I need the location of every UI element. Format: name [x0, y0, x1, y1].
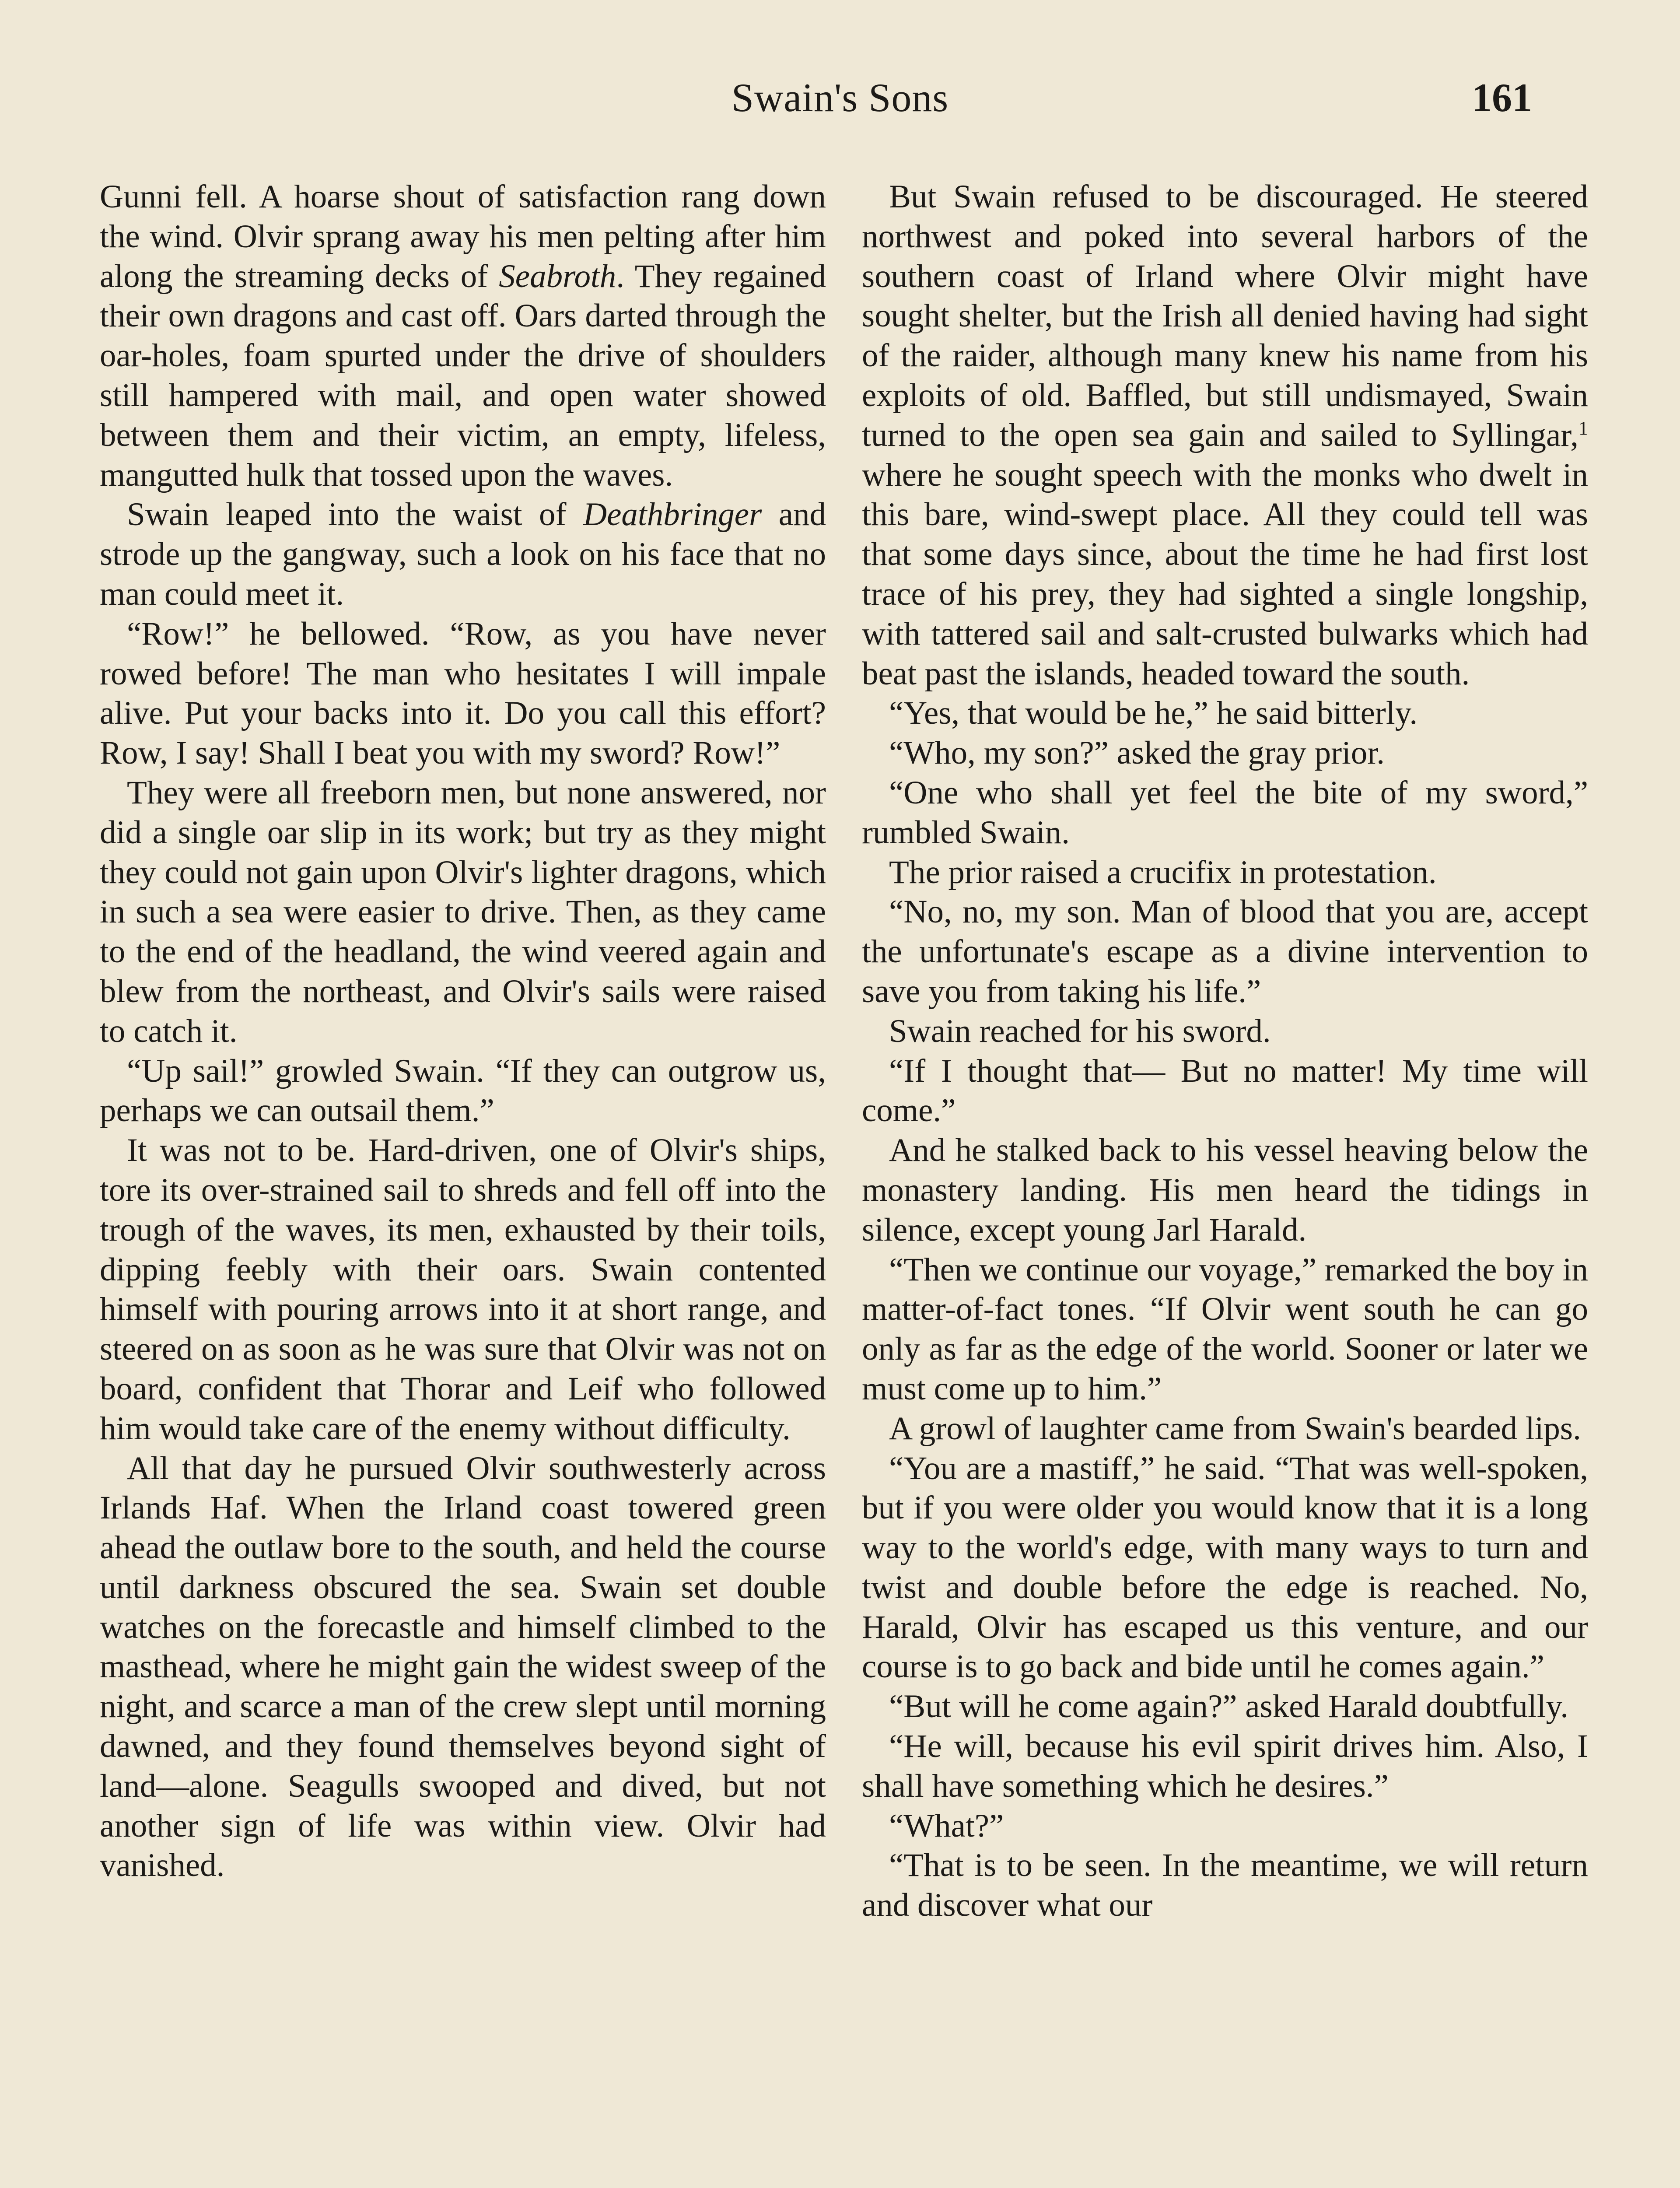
paragraph: “Up sail!” growled Swain. “If they can outgrow us, perhaps we can outsail them.” — [100, 1052, 826, 1129]
paragraph: “Then we continue our voyage,” remarked the boy in matter-of-fact tones. “If Olvir went south he can go only as far as the edge of the world. Sooner or later we must come up to him.” — [862, 1251, 1588, 1407]
paragraph: “He will, because his evil spirit drives him. Also, I shall have something which he desires.” — [862, 1728, 1588, 1804]
left-column — [100, 177, 826, 1886]
paragraph-text: But Swain refused to be discouraged. He steered northwest and poked into several harbors of the southern coast of Irland where Olvir might have sought shelter, but the Irish all denied having had sight of the raider, although many knew his name from his exploits of old. Baffled, but still undismayed, Swain turned to the open sea gain and sailed to Syllingar, — [862, 179, 1588, 453]
paragraph-with-footnote — [862, 177, 1588, 694]
paragraph: They were all freeborn men, but none answered, nor did a single oar slip in its work; but try as they might they could not gain upon Olvir's lighter dragons, which in such a sea were easier to drive. Then, as they came to the end of the headland, the wind veered again and blew from the northeast, and Olvir's sails were raised to catch it. — [100, 774, 826, 1049]
paragraph: Gunni fell. A hoarse shout of satisfaction rang down the wind. Olvir sprang away his men pelting after him along the streaming decks of Seabroth. They regained their own dragons and cast off. Oars darted through the oar-holes, foam spurted under the drive of shoulders still hampered with mail, and open water showed between them and their victim, an empty, lifeless, mangutted hulk that tossed upon the waves. — [100, 179, 826, 493]
paragraph: “Yes, that would be he,” he said bitterly. — [889, 695, 1418, 732]
footnote-reference: 1 — [1578, 417, 1588, 439]
paragraph: “You are a mastiff,” he said. “That was well-spoken, but if you were older you would know that it is a long way to the world's edge, with many ways to turn and twist and double before the edge is reached. No, Harald, Olvir has escaped us this venture, and our course is to go back and bide until he comes again.” — [862, 1450, 1588, 1685]
paragraph: “If I thought that— But no matter! My time will come.” — [862, 1052, 1588, 1129]
paragraph: “What?” — [889, 1807, 1004, 1844]
paragraph: “But will he come again?” asked Harald doubtfully. — [889, 1688, 1568, 1725]
paragraph: “One who shall yet feel the bite of my sword,” rumbled Swain. — [862, 774, 1588, 851]
page-number: 161 — [1472, 75, 1532, 120]
paragraph: And he stalked back to his vessel heaving below the monastery landing. His men heard the tidings in silence, except young Jarl Harald. — [862, 1132, 1588, 1248]
paragraph: “No, no, my son. Man of blood that you are, accept the unfortunate's escape as a divine intervention to save you from taking his life.” — [862, 894, 1588, 1010]
paragraph: It was not to be. Hard-driven, one of Olvir's ships, tore its over-strained sail to shreds and fell off into the trough of the waves, its men, exhausted by their toils, dipping feebly with their oars. Swain contented himself with pouring arrows into it at short range, and steered on as soon as he was sure that Olvir was not on board, confident that Thorar and Leif who followed him would take care of the enemy without difficulty. — [100, 1132, 826, 1447]
paragraph: A growl of laughter came from Swain's bearded lips. — [889, 1410, 1581, 1447]
paragraph: “Who, my son?” asked the gray prior. — [889, 735, 1385, 771]
paragraph-text: where he sought speech with the monks who dwelt in this bare, wind-swept place. All they could tell was that some days since, about the time he had first lost trace of his prey, they had sighted a single longship, with tattered sail and salt-crusted bulwarks which had beat past the islands, headed toward the south. — [862, 456, 1588, 692]
paragraph: Swain leaped into the waist of Deathbringer and strode up the gangway, such a look on his face that no man could meet it. — [100, 496, 826, 612]
paragraph: “Row!” he bellowed. “Row, as you have never rowed before! The man who hesitates I will impale alive. Put your backs into it. Do you call this effort? Row, I say! Shall I beat you with my sword? Row!” — [100, 615, 826, 771]
running-header — [100, 74, 1580, 127]
running-title: Swain's Sons — [731, 75, 949, 120]
paragraph: Swain reached for his sword. — [889, 1013, 1271, 1049]
paragraph: The prior raised a crucifix in protestation. — [889, 854, 1437, 891]
paragraph: “That is to be seen. In the meantime, we will return and discover what our — [862, 1847, 1588, 1924]
paragraph: All that day he pursued Olvir southwesterly across Irlands Haf. When the Irland coast towered green ahead the outlaw bore to the south, and held the course until darkness obscured the sea. Swain set double watches on the forecastle and himself climbed to the masthead, where he might gain the widest sweep of the night, and scarce a man of the crew slept until morning dawned, and they found themselves beyond sight of land—alone. Seagulls swooped and dived, but not another sign of life was within view. Olvir had vanished. — [100, 1450, 826, 1884]
right-column — [862, 177, 1588, 1925]
